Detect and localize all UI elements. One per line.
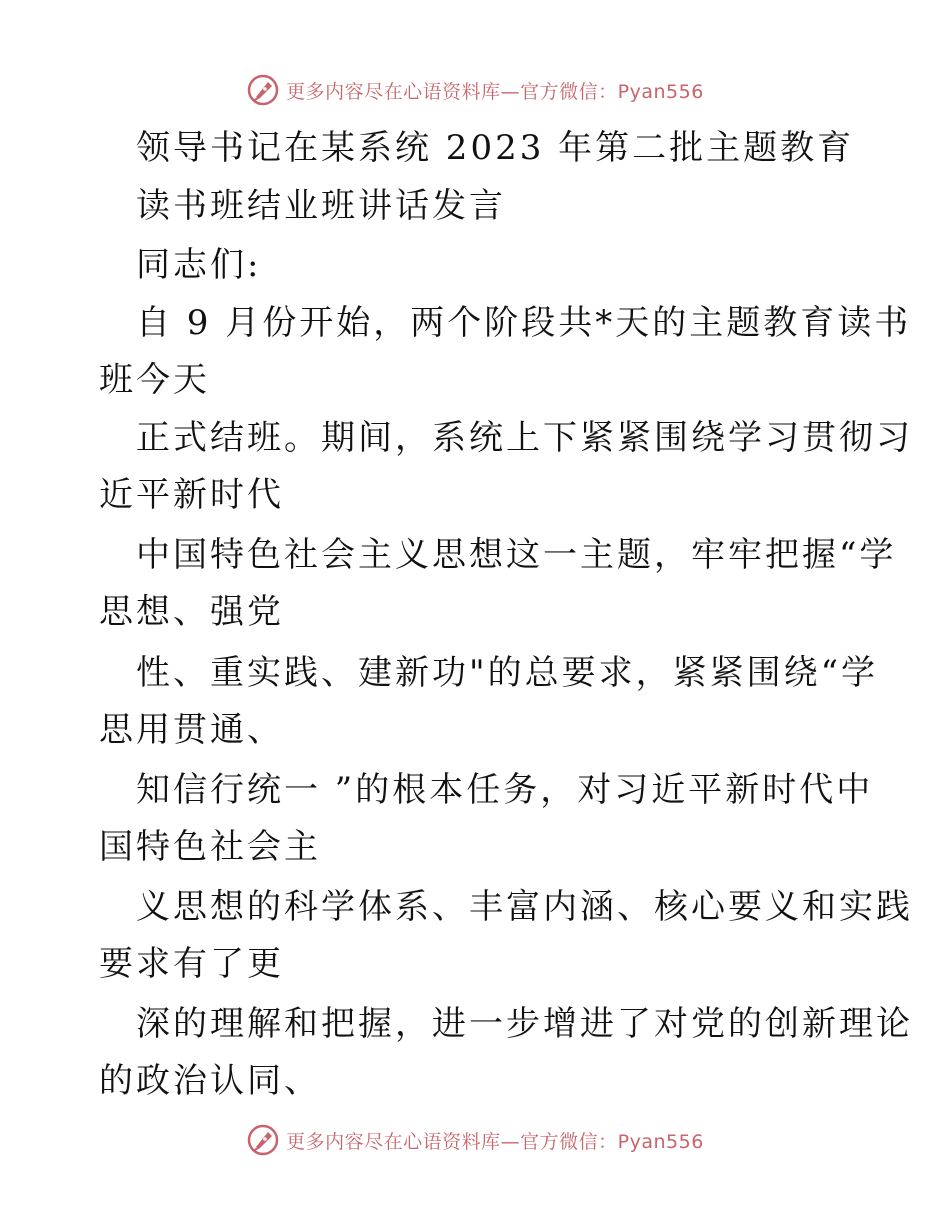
body-line: 思用贯通、 bbox=[99, 710, 284, 750]
body-line: 国特色社会主 bbox=[99, 827, 321, 867]
watermark-text: 更多内容尽在心语资料库—官方微信：Pyan556 bbox=[286, 1130, 704, 1153]
watermark-header bbox=[0, 70, 950, 110]
title-line-1: 领导书记在某系统 2023 年第二批主题教育 bbox=[136, 128, 855, 168]
body-line: 的政治认同、 bbox=[99, 1061, 321, 1101]
body-line: 深的理解和把握，进一步增进了对党的创新理论 bbox=[136, 1004, 913, 1044]
body-line: 近平新时代 bbox=[99, 475, 284, 515]
body-line: 要求有了更 bbox=[99, 944, 284, 984]
pen-nib-logo-icon bbox=[246, 1123, 280, 1157]
body-line: 中国特色社会主义思想这一主题，牢牢把握“学 bbox=[136, 535, 897, 575]
pen-nib-logo-icon bbox=[246, 73, 280, 107]
watermark-text: 更多内容尽在心语资料库—官方微信：Pyan556 bbox=[286, 80, 704, 103]
body-line: 知信行统一 ”的根本任务，对习近平新时代中 bbox=[136, 770, 874, 810]
salutation: 同志们: bbox=[136, 245, 262, 285]
body-line: 性、重实践、建新功"的总要求，紧紧围绕“学 bbox=[136, 653, 879, 693]
watermark-footer bbox=[0, 1120, 950, 1160]
body-line: 正式结班。期间，系统上下紧紧围绕学习贯彻习 bbox=[136, 418, 913, 458]
title-line-2: 读书班结业班讲话发言 bbox=[136, 186, 506, 226]
body-line: 班今天 bbox=[99, 360, 210, 400]
body-line: 义思想的科学体系、丰富内涵、核心要义和实践 bbox=[136, 887, 913, 927]
body-line: 思想、强党 bbox=[99, 592, 284, 632]
body-line: 自 9 月份开始，两个阶段共*天的主题教育读书 bbox=[136, 303, 912, 343]
